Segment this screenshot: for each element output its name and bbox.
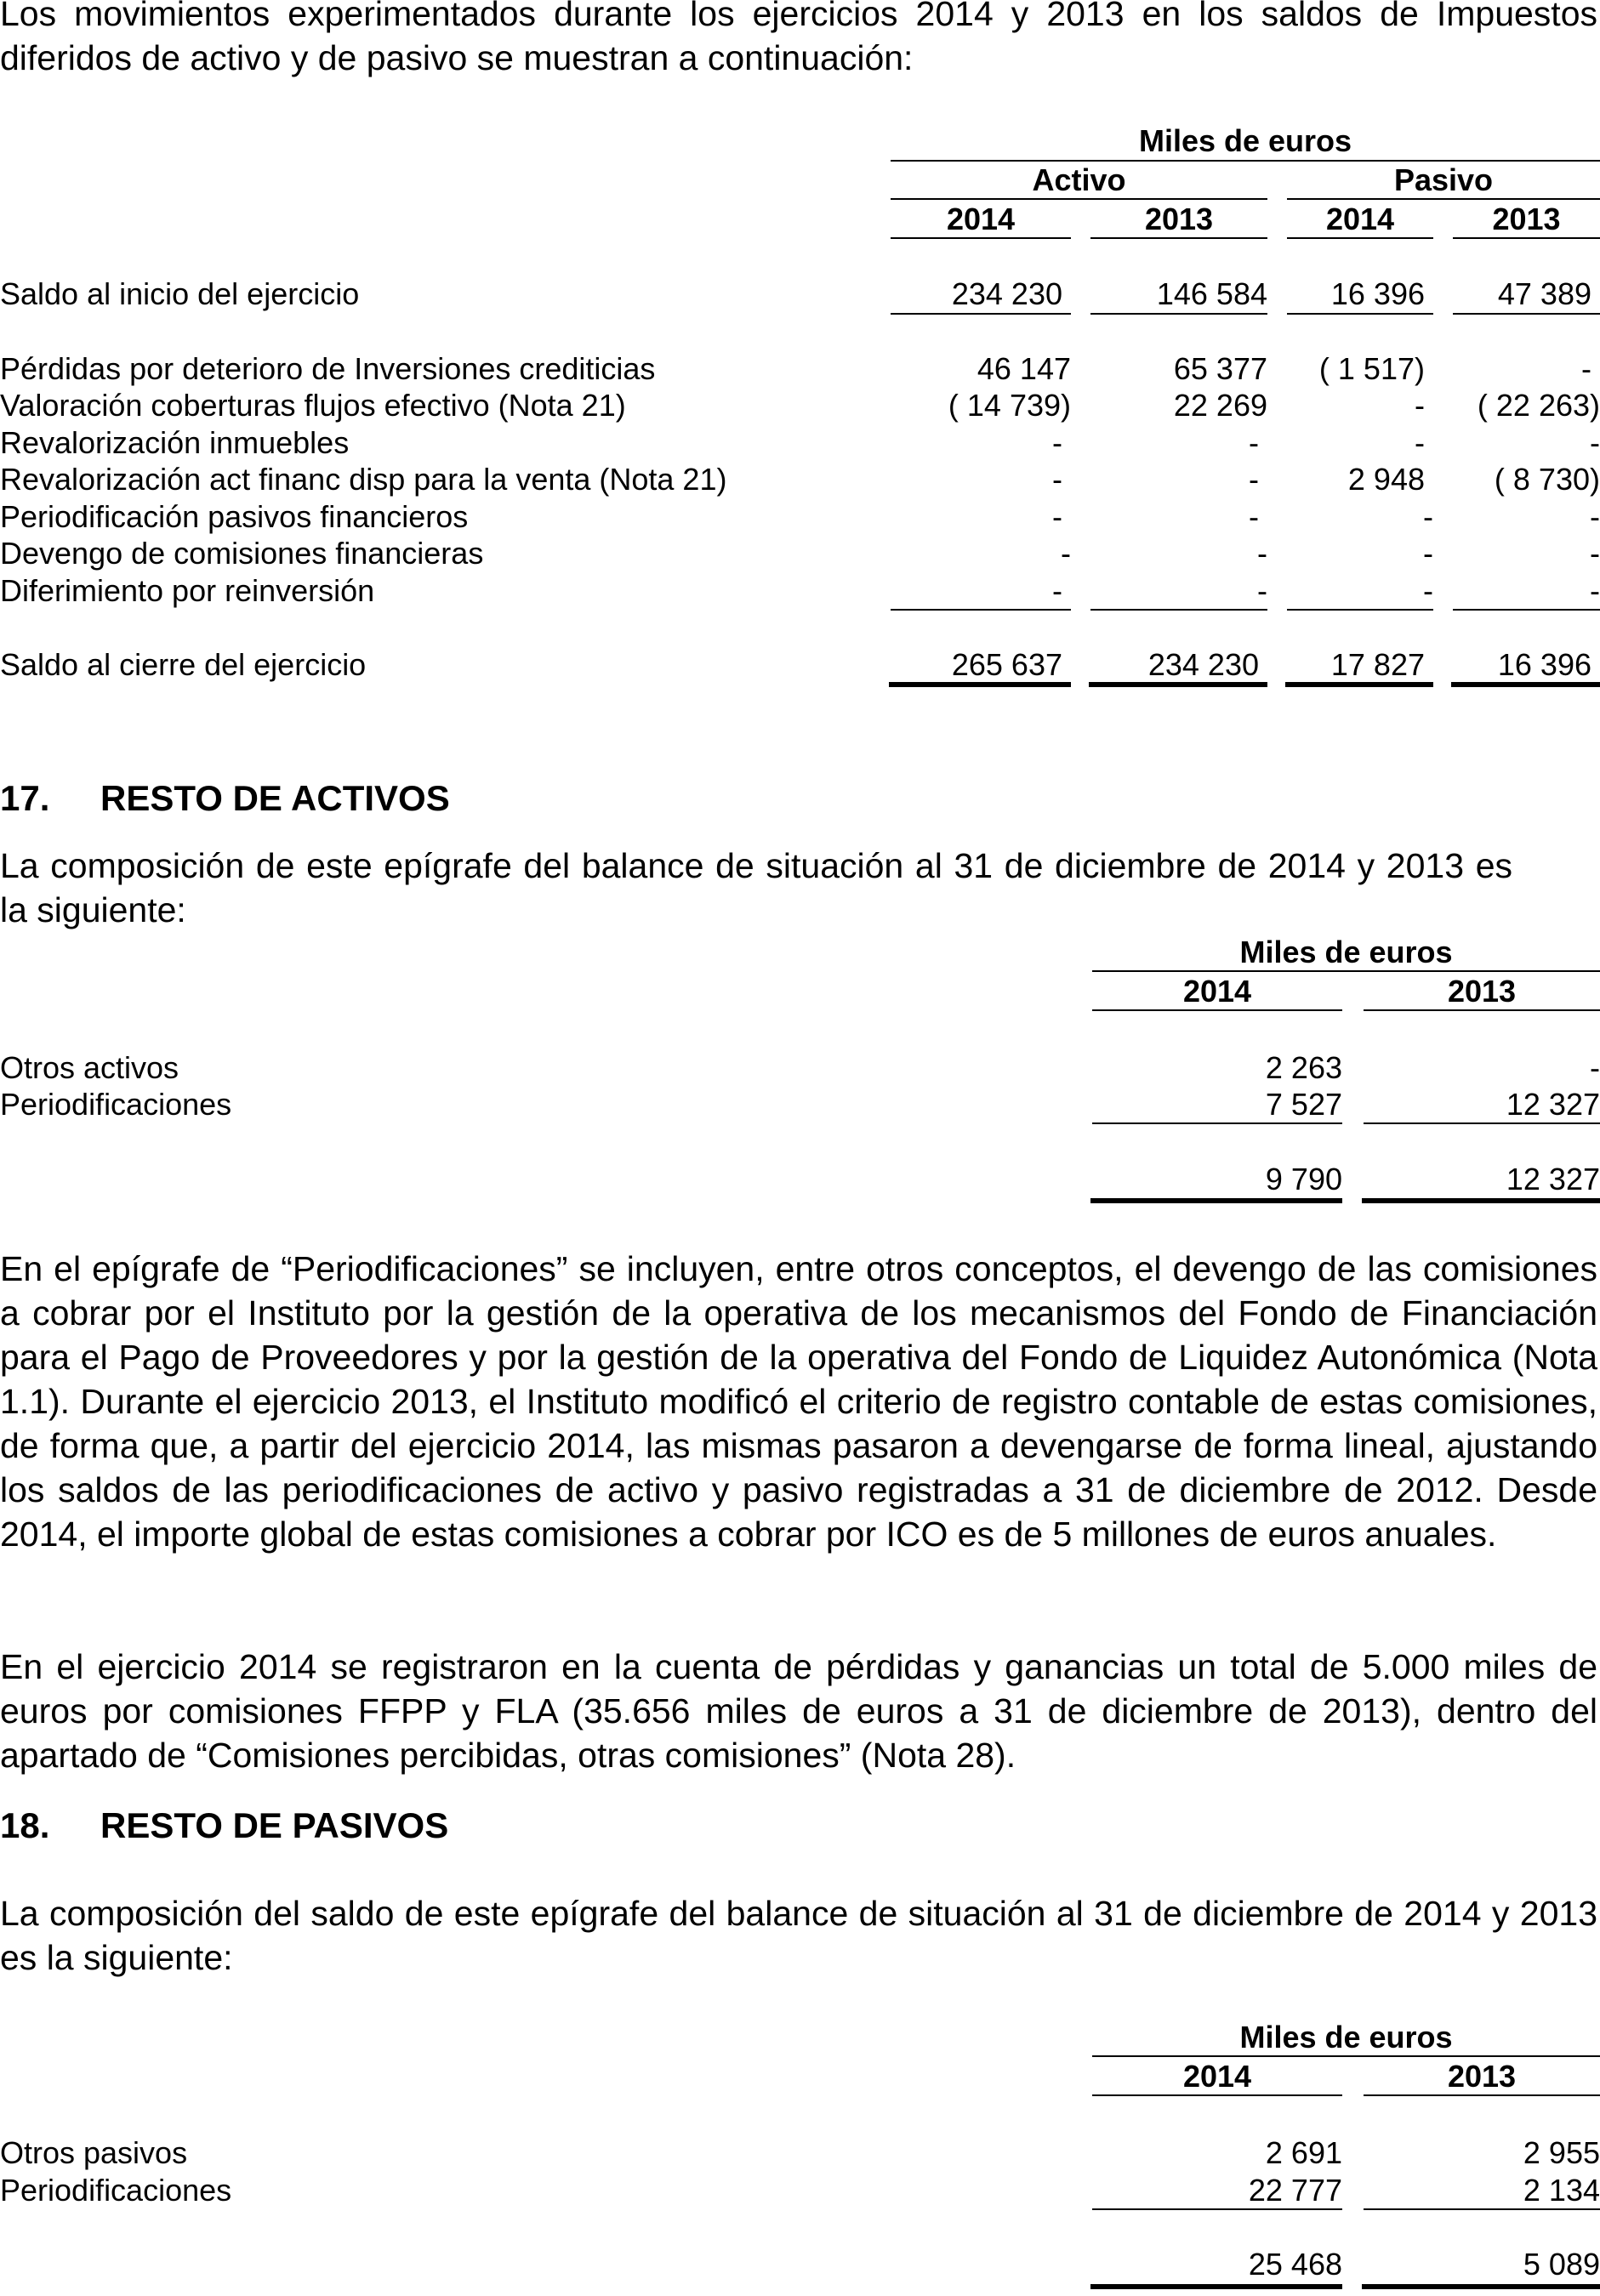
table2-row-value: 12 327	[1506, 1087, 1600, 1122]
table1-closing-value: 16 396	[1497, 647, 1591, 682]
table3-year-rule	[1364, 2094, 1600, 2096]
table1-opening-rule	[1453, 313, 1600, 315]
table1-row-value: 2 948	[1347, 462, 1425, 497]
table2-year-rule	[1364, 1009, 1600, 1011]
table1-row-value: -	[1052, 425, 1062, 460]
table1-row-value: -	[1249, 462, 1259, 497]
table1-row-value: -	[1423, 499, 1433, 534]
table3-total-value: 25 468	[1248, 2247, 1342, 2282]
table1-row-value: ( 1 517)	[1318, 351, 1425, 386]
table2-row-label: Otros activos	[0, 1050, 179, 1085]
table2-subtotal-rule	[1364, 1122, 1600, 1124]
table1-row-label: Devengo de comisiones financieras	[0, 536, 484, 571]
table1-opening-rule	[891, 313, 1071, 315]
table1-closing-value: 265 637	[951, 647, 1062, 682]
table1-opening-value: 47 389	[1497, 276, 1591, 311]
table2-total-value: 12 327	[1506, 1162, 1600, 1196]
table3-subtotal-rule	[1092, 2208, 1342, 2210]
table1-closing-value: 17 827	[1330, 647, 1425, 682]
table1-total-double-rule	[889, 682, 1071, 687]
table1-total-double-rule	[1285, 682, 1433, 687]
table1-row-label: Periodificación pasivos financieros	[0, 499, 469, 534]
table1-unit-header: Miles de euros	[1138, 123, 1352, 158]
table2-subtotal-rule	[1092, 1122, 1342, 1124]
table1-total-double-rule	[1089, 682, 1267, 687]
table1-year-activo-2014: 2014	[946, 202, 1016, 236]
table1-row-label: Pérdidas por deterioro de Inversiones crediticias	[0, 351, 656, 386]
table1-row-value: -	[1052, 499, 1062, 534]
table1-row-value: ( 22 263)	[1477, 388, 1600, 423]
table1-pasivo-rule	[1287, 198, 1600, 200]
table1-row-value: -	[1590, 573, 1600, 608]
table3-total-double-rule	[1362, 2284, 1600, 2289]
table1-row-label: Diferimiento por reinversión	[0, 573, 375, 608]
table1-subtotal-rule	[1453, 609, 1600, 611]
table3-row-value: 2 691	[1265, 2135, 1342, 2170]
table1-row-value: -	[1061, 536, 1071, 571]
table1-row-value: -	[1052, 462, 1062, 497]
table1-total-double-rule	[1451, 682, 1600, 687]
table1-year-rule	[1287, 237, 1433, 239]
table1-subtotal-rule	[1090, 609, 1267, 611]
table1-row-value: -	[1590, 499, 1600, 534]
table1-row-value: -	[1257, 573, 1267, 608]
table3-year-2013: 2013	[1447, 2059, 1517, 2094]
table1-row-value: 22 269	[1173, 388, 1267, 423]
table1-group-pasivo: Pasivo	[1393, 162, 1494, 197]
table3-row-value: 2 134	[1523, 2173, 1600, 2208]
table1-row-value: -	[1415, 388, 1425, 423]
section17-title: RESTO DE ACTIVOS	[100, 778, 450, 818]
table1-row-value: -	[1415, 425, 1425, 460]
table3-total-value: 5 089	[1523, 2247, 1600, 2282]
table3-year-rule	[1092, 2094, 1342, 2096]
table1-year-pasivo-2013: 2013	[1492, 202, 1561, 236]
table1-row-value: ( 8 730)	[1494, 462, 1600, 497]
table1-opening-value: 146 584	[1156, 276, 1267, 311]
table1-opening-label: Saldo al inicio del ejercicio	[0, 276, 360, 311]
intro-paragraph: Los movimientos experimentados durante los ejercicios 2014 y 2013 en los saldos de Impuestos diferidos de activo y de pasivo se muestran a continuación:	[0, 0, 1597, 77]
table2-row-value: -	[1590, 1050, 1600, 1085]
table2-year-rule	[1092, 1009, 1342, 1011]
table1-opening-value: 234 230	[951, 276, 1062, 311]
table1-row-value: -	[1257, 536, 1267, 571]
table1-opening-value: 16 396	[1330, 276, 1425, 311]
section18-number: 18.	[0, 1805, 50, 1845]
section17-intro: La composición de este epígrafe del balance de situación al 31 de diciembre de 2014 y 2013 es la siguiente:	[0, 846, 1512, 929]
table3-unit-header: Miles de euros	[1239, 2020, 1453, 2054]
table1-year-pasivo-2014: 2014	[1325, 202, 1395, 236]
table1-year-activo-2013: 2013	[1144, 202, 1214, 236]
table1-year-rule	[1453, 237, 1600, 239]
table2-total-value: 9 790	[1265, 1162, 1342, 1196]
section17-number: 17.	[0, 778, 50, 818]
table1-row-value: -	[1423, 573, 1433, 608]
table3-total-double-rule	[1090, 2284, 1342, 2289]
table2-year-2013: 2013	[1447, 974, 1517, 1009]
table1-row-value: 65 377	[1173, 351, 1267, 386]
table2-total-double-rule	[1090, 1198, 1342, 1203]
table1-closing-value: 234 230	[1147, 647, 1259, 682]
table3-subtotal-rule	[1364, 2208, 1600, 2210]
table1-opening-rule	[1090, 313, 1267, 315]
table2-header-rule	[1092, 970, 1600, 972]
table3-row-value: 2 955	[1523, 2135, 1600, 2170]
table1-row-value: ( 14 739)	[948, 388, 1071, 423]
table1-subtotal-rule	[1287, 609, 1433, 611]
table1-row-label: Revalorización act financ disp para la venta (Nota 21)	[0, 462, 727, 497]
table1-closing-label: Saldo al cierre del ejercicio	[0, 647, 367, 682]
table1-row-value: 46 147	[977, 351, 1071, 386]
section18-title: RESTO DE PASIVOS	[100, 1805, 449, 1845]
table2-row-label: Periodificaciones	[0, 1087, 232, 1122]
table1-year-rule	[1090, 237, 1267, 239]
table1-row-value: -	[1249, 425, 1259, 460]
section17-paragraph-1: En el epígrafe de “Periodificaciones” se incluyen, entre otros conceptos, el devengo de las comisiones a cobrar por el Instituto por la gestión de la operativa de los mecanismos del Fondo de Financiación para el Pago de Proveedores y por la gestión de la operativa del Fondo de Liquidez Autonómica (Nota 1.1). Durante el ejercicio 2013, el Instituto modificó el criterio de registro contable de estas comisiones, de forma que, a partir del ejercicio 2014, las mismas pasaron a devengarse de forma lineal, ajustando los saldos de las periodificaciones de activo y pasivo registradas a 31 de diciembre de 2012. Desde 2014, el importe global de estas comisiones a cobrar por ICO es de 5 millones de euros anuales.	[0, 1249, 1597, 1554]
table3-row-value: 22 777	[1248, 2173, 1342, 2208]
table3-year-2014: 2014	[1182, 2059, 1252, 2094]
table2-total-double-rule	[1362, 1198, 1600, 1203]
table3-row-label: Periodificaciones	[0, 2173, 232, 2208]
section17-paragraph-2: En el ejercicio 2014 se registraron en la cuenta de pérdidas y ganancias un total de 5.000 miles de euros por comisiones FFPP y FLA (35.656 miles de euros a 31 de diciembre de 2013), dentro del apartado de “Comisiones percibidas, otras comisiones” (Nota 28).	[0, 1647, 1597, 1775]
table1-row-value: -	[1590, 536, 1600, 571]
table1-row-value: -	[1249, 499, 1259, 534]
table1-year-rule	[891, 237, 1071, 239]
table1-subtotal-rule	[891, 609, 1071, 611]
table1-opening-rule	[1287, 313, 1433, 315]
table2-row-value: 2 263	[1265, 1050, 1342, 1085]
table1-row-label: Revalorización inmuebles	[0, 425, 350, 460]
table1-group-activo: Activo	[1032, 162, 1126, 197]
table2-year-2014: 2014	[1182, 974, 1252, 1009]
section17-heading	[0, 777, 450, 820]
table1-row-value: -	[1423, 536, 1433, 571]
table2-unit-header: Miles de euros	[1239, 935, 1453, 969]
table1-row-value: -	[1590, 425, 1600, 460]
section18-intro: La composición del saldo de este epígrafe del balance de situación al 31 de diciembre de 2014 y 2013 es la siguiente:	[0, 1894, 1597, 1977]
section18-heading	[0, 1804, 448, 1847]
table1-activo-rule	[891, 198, 1267, 200]
table3-row-label: Otros pasivos	[0, 2135, 188, 2170]
table1-row-value: -	[1581, 351, 1591, 386]
table3-header-rule	[1092, 2055, 1600, 2057]
table2-row-value: 7 527	[1265, 1087, 1342, 1122]
table1-row-value: -	[1052, 573, 1062, 608]
table1-row-label: Valoración coberturas flujos efectivo (Nota 21)	[0, 388, 626, 423]
